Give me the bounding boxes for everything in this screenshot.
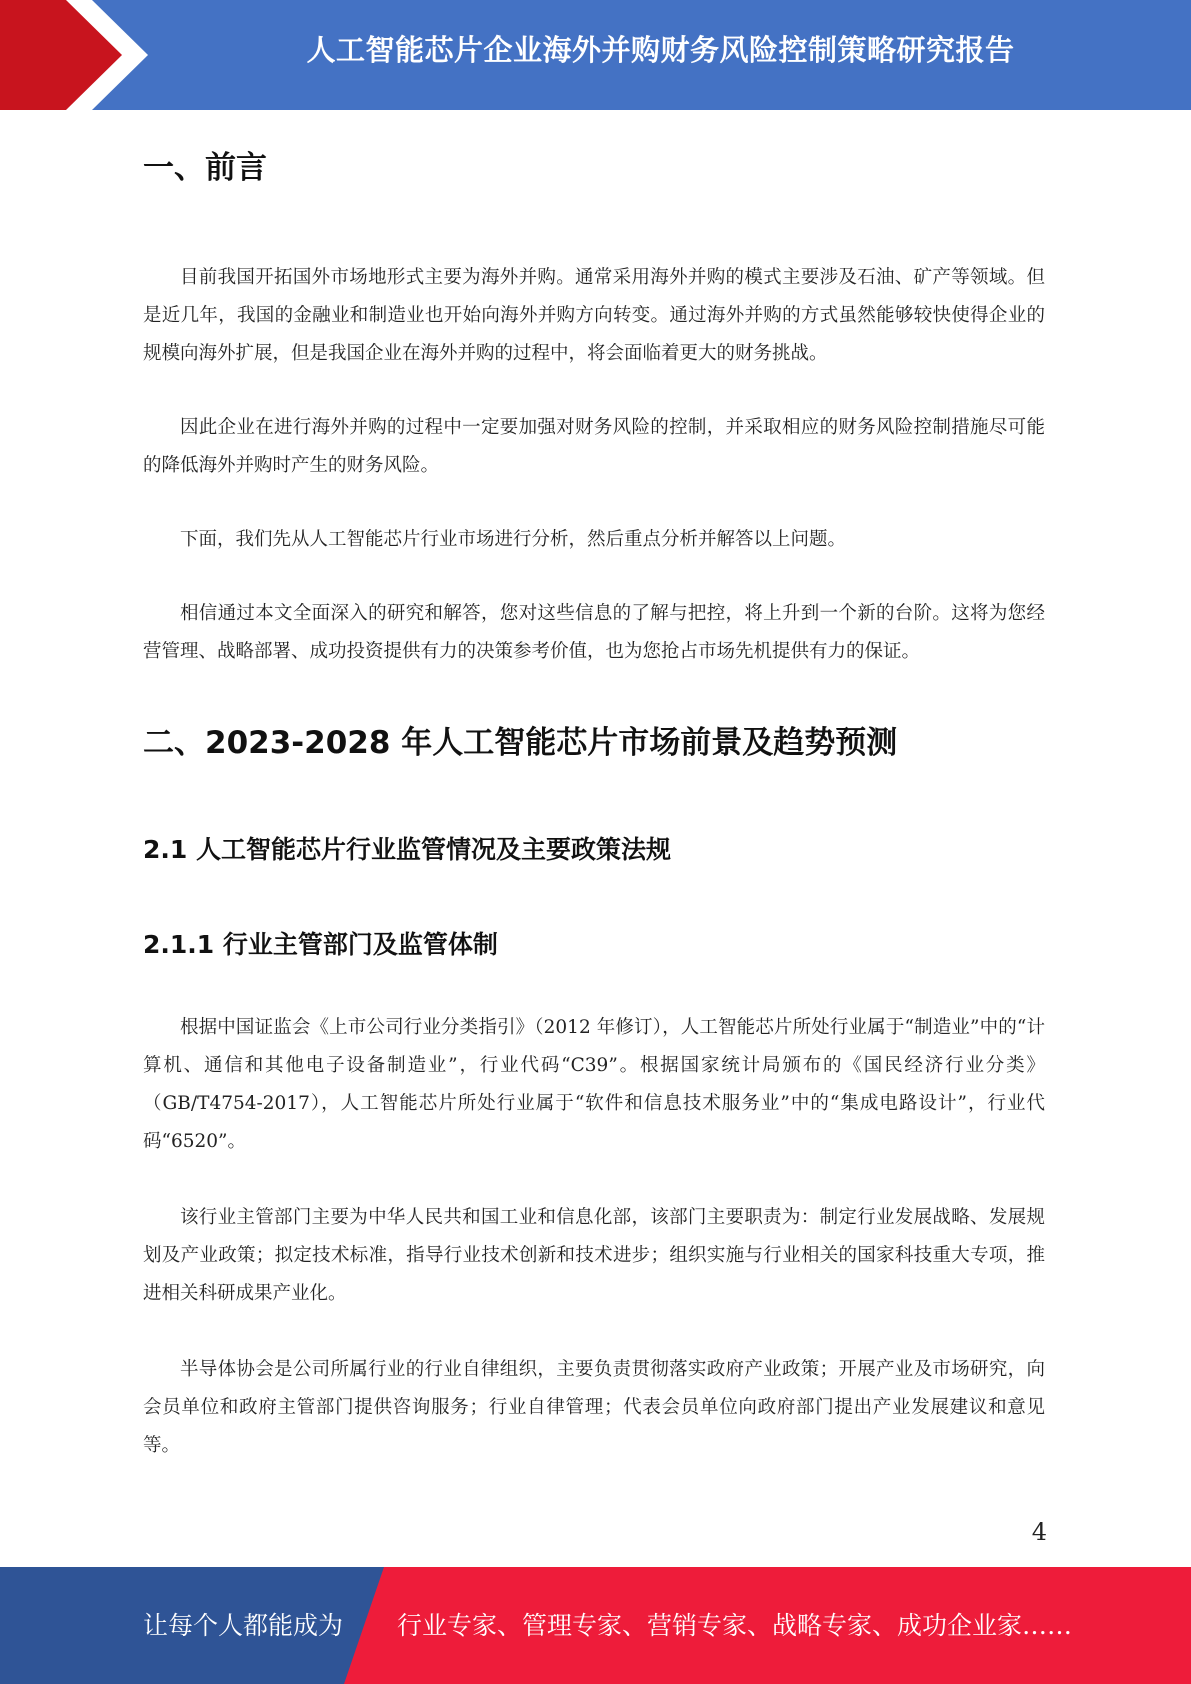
page-number: 4 (1031, 1518, 1047, 1546)
subsection-heading: 2.1 人工智能芯片行业监管情况及主要政策法规 (143, 835, 671, 864)
paragraph: 目前我国开拓国外市场地形式主要为海外并购。通常采用海外并购的模式主要涉及石油、矿产等领域。但是近几年，我国的金融业和制造业也开始向海外并购方向转变。通过海外并购的方式虽然能够较快使得企业的规模向海外扩展，但是我国企业在海外并购的过程中，将会面临着更大的财务挑战。 (143, 267, 1045, 364)
footer-slogan-right: 行业专家、管理专家、营销专家、战略专家、成功企业家…… (397, 1611, 1073, 1640)
paragraph: 下面，我们先从人工智能芯片行业市场进行分析，然后重点分析并解答以上问题。 (180, 529, 847, 550)
subsubsection-heading: 2.1.1 行业主管部门及监管体制 (143, 930, 498, 959)
footer-banner (0, 1567, 1191, 1684)
report-title: 人工智能芯片企业海外并购财务风险控制策略研究报告 (306, 33, 1015, 67)
paragraph: 因此企业在进行海外并购的过程中一定要加强对财务风险的控制，并采取相应的财务风险控制措施尽可能的降低海外并购时产生的财务风险。 (143, 417, 1045, 476)
header-banner (0, 0, 1191, 110)
section-heading-forecast: 二、2023-2028 年人工智能芯片市场前景及趋势预测 (143, 725, 898, 761)
paragraph: 半导体协会是公司所属行业的行业自律组织，主要负责贯彻落实政府产业政策；开展产业及市场研究，向会员单位和政府主管部门提供咨询服务；行业自律管理；代表会员单位向政府部门提出产业发展建议和意见等。 (143, 1359, 1045, 1456)
paragraph: 该行业主管部门主要为中华人民共和国工业和信息化部，该部门主要职责为：制定行业发展战略、发展规划及产业政策；拟定技术标准，指导行业技术创新和技术进步；组织实施与行业相关的国家科技重大专项，推进相关科研成果产业化。 (143, 1207, 1045, 1304)
paragraph: 根据中国证监会《上市公司行业分类指引》（2012 年修订），人工智能芯片所处行业属于“制造业”中的“计算机、通信和其他电子设备制造业”，行业代码“C39”。根据国家统计局颁布的《国民经济行业分类》（GB/T4754-2017），人工智能芯片所处行业属于“软件和信息技术服务业”中的“集成电路设计”，行业代码“6520”。 (143, 1017, 1045, 1152)
footer-slogan-left: 让每个人都能成为 (143, 1611, 344, 1640)
section-heading-preface: 一、前言 (143, 150, 267, 186)
paragraph: 相信通过本文全面深入的研究和解答，您对这些信息的了解与把控，将上升到一个新的台阶。这将为您经营管理、战略部署、成功投资提供有力的决策参考价值，也为您抢占市场先机提供有力的保证。 (143, 603, 1045, 662)
document-body (143, 130, 1045, 1465)
